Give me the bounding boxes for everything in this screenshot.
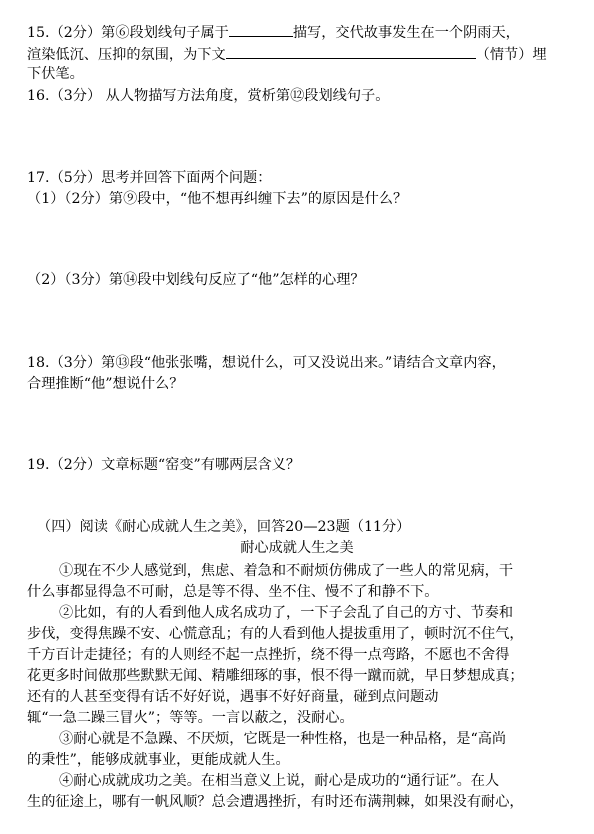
q15-blank-1[interactable] [229,22,293,37]
q19-question: 19.（2分）文章标题“窑变”有哪两层含义？ [27,457,301,473]
q16-question: 16.（3分） 从人物描写方法角度，赏析第⑫段划线句子。 [27,88,390,104]
q18-line-1: 18.（3分）第⑬段“他张张嘴，想说什么，可又没说出来。”请结合文章内容， [27,355,506,371]
q17-sub1: （1）（2分）第⑨段中，“他不想再纠缠下去”的原因是什么？ [27,191,408,207]
passage-line: ②比如，有的人看到他人成名成功了，一下子会乱了自己的方寸、节奏和 [59,605,514,621]
q15-line-2 [27,44,582,65]
passage-line: 生的征途上，哪有一帆风顺？总会遭遇挫折，有时还布满荆棘，如果没有耐心， [27,794,524,810]
passage-line: 的秉性”，能够成就事业，更能成就人生。 [27,752,290,768]
passage-line: 花更多时间做那些默默无闻、精雕细琢的事，恨不得一蹴而就，早日梦想成真； [27,668,524,684]
passage-line: 还有的人甚至变得有话不好好说，遇事不好好商量，碰到点问题动 [27,689,439,705]
q15-text-d: （情节）埋 [475,47,547,63]
passage-line: 什么事都显得急不可耐，总是等不得、坐不住、慢不了和静不下。 [27,584,439,600]
q15-text-b: 描写，交代故事发生在一个阴雨天， [292,25,520,41]
passage-line: ③耐心就是不急躁、不厌烦，它既是一种性格，也是一种品格，是“高尚 [59,731,507,747]
passage-line: ④耐心成就成功之美。在相当意义上说，耐心是成功的“通行证”。在人 [59,773,500,789]
passage-line: ①现在不少人感觉到，焦虑、着急和不耐烦仿佛成了一些人的常见病，干 [59,563,514,579]
passage-line: 辄“一急二躁三冒火”；等等。一言以蔽之，没耐心。 [27,710,354,726]
section4-heading: （四）阅读《耐心成就人生之美》，回答20—23题（11分） [37,519,411,535]
passage-line: 步伐，变得焦躁不安、心慌意乱；有的人看到他人提拔重用了，顿时沉不住气， [27,626,524,642]
passage-title: 耐心成就人生之美 [240,540,354,556]
q17-sub2: （2）（3分）第⑭段中划线句反应了“他”怎样的心理？ [27,272,365,288]
q15-text-a: 15.（2分）第⑥段划线句子属于 [27,25,229,41]
passage-line: 千方百计走捷径；有的人则经不起一点挫折，绕不得一点弯路，不愿也不舍得 [27,647,510,663]
q15-text-c: 渲染低沉、压抑的氛围，为下文 [27,47,226,63]
q15-line-1 [27,22,582,43]
q18-line-2: 合理推断“他”想说什么？ [27,376,184,392]
q17-stem: 17.（5分）思考并回答下面两个问题： [27,170,272,186]
q15-blank-2[interactable] [226,44,476,59]
q15-line-3: 下伏笔。 [27,66,84,82]
